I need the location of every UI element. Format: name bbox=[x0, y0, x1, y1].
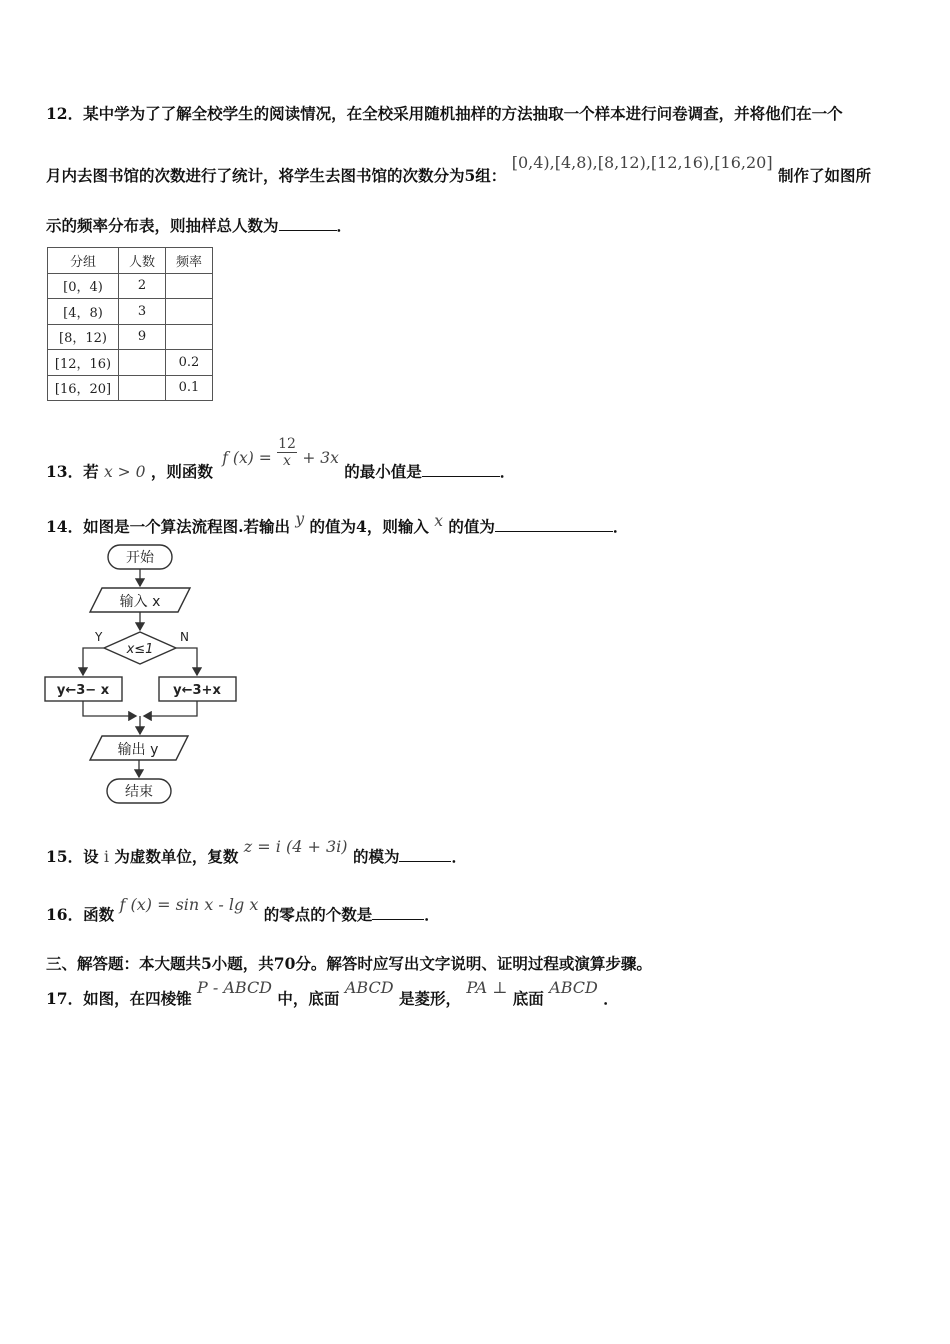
q17-prefix: 17．如图，在四棱锥 bbox=[46, 989, 192, 1008]
q12-line3 bbox=[46, 214, 352, 236]
q12-line2-start: 月内去图书馆的次数进行了统计，将学生去图书馆的次数分为5组： bbox=[46, 166, 507, 185]
q14-prefix: 14．如图是一个算法流程图.若输出 bbox=[46, 517, 290, 536]
q17-pyramid: P - ABCD bbox=[196, 978, 273, 997]
q14-y: y bbox=[295, 510, 305, 528]
q12-line3-text: 示的频率分布表，则抽样总人数为 bbox=[46, 216, 279, 235]
q16-period: ． bbox=[424, 905, 440, 924]
table-cell: 3 bbox=[119, 299, 166, 325]
table-cell bbox=[166, 299, 213, 325]
table-row bbox=[48, 375, 213, 401]
q15-prefix: 15．设 bbox=[46, 847, 99, 866]
table-row bbox=[48, 273, 213, 299]
flowchart-decision-label: x≤1 bbox=[126, 642, 154, 657]
table-cell: [4，8) bbox=[48, 299, 119, 325]
q17-base2: ABCD bbox=[549, 978, 598, 997]
table-cell: [0，4) bbox=[48, 273, 119, 299]
q13-mid: ，则函数 bbox=[150, 461, 213, 481]
q13-suffix: 的最小值是 bbox=[344, 461, 422, 481]
table-row bbox=[48, 350, 213, 376]
frequency-table bbox=[47, 247, 213, 401]
answer-blank[interactable] bbox=[279, 230, 337, 231]
q17-text2: 是菱形， bbox=[398, 989, 461, 1008]
q16-expression: f (x) = sin x - lg x bbox=[119, 895, 259, 914]
table-row bbox=[48, 324, 213, 350]
q12-line2 bbox=[46, 153, 872, 186]
q16 bbox=[46, 895, 440, 925]
table-header-cell: 分组 bbox=[48, 248, 119, 274]
flowchart-left-process-label: y←3− x bbox=[56, 683, 110, 698]
table-cell: [12，16) bbox=[48, 350, 119, 376]
flowchart-start-label: 开始 bbox=[126, 550, 154, 566]
table-cell bbox=[166, 324, 213, 350]
answer-blank[interactable] bbox=[422, 476, 500, 477]
q15-period: ． bbox=[451, 847, 467, 866]
table-cell: 0.2 bbox=[166, 350, 213, 376]
q17 bbox=[46, 978, 619, 1009]
q13-fx: f (x) = bbox=[222, 448, 272, 467]
q12-line1: 12．某中学为了了解全校学生的阅读情况，在全校采用随机抽样的方法抽取一个样本进行问卷调查，并将他们在一个 bbox=[46, 104, 843, 123]
answer-blank[interactable] bbox=[495, 531, 613, 532]
flowchart-input-label: 输入 x bbox=[119, 594, 161, 610]
q16-suffix: 的零点的个数是 bbox=[263, 905, 373, 924]
table-header-row bbox=[48, 248, 213, 274]
q15-i: i bbox=[103, 848, 109, 866]
q14 bbox=[46, 510, 629, 537]
q13-period: ． bbox=[499, 461, 516, 481]
flowchart-no-label: N bbox=[180, 630, 189, 644]
q17-text3: 底面 bbox=[512, 989, 544, 1008]
q13-prefix: 13．若 bbox=[46, 461, 99, 481]
q14-suffix: 的值为 bbox=[448, 517, 495, 536]
section-heading: 三、解答题：本大题共5小题，共70分。解答时应写出文字说明、证明过程或演算步骤。 bbox=[46, 954, 652, 973]
q15-mid: 为虚数单位，复数 bbox=[114, 847, 239, 866]
q17-period: ． bbox=[603, 989, 619, 1008]
q14-x: x bbox=[434, 512, 443, 530]
table-cell: [8，12) bbox=[48, 324, 119, 350]
table-cell bbox=[119, 350, 166, 376]
q12-line2-end: 制作了如图所 bbox=[778, 166, 872, 185]
q15 bbox=[46, 837, 467, 867]
q13-fraction bbox=[277, 436, 297, 469]
table-row bbox=[48, 299, 213, 325]
table-header-cell: 人数 bbox=[119, 248, 166, 274]
q17-base: ABCD bbox=[344, 978, 394, 997]
answer-blank[interactable] bbox=[399, 861, 451, 862]
q17-perpendicular: PA ⊥ bbox=[466, 978, 508, 997]
q13 bbox=[46, 430, 516, 481]
flowchart-yes-label: Y bbox=[95, 630, 103, 644]
q17-text1: 中，底面 bbox=[277, 989, 340, 1008]
q12-period: ． bbox=[336, 216, 353, 235]
flowchart-output-label: 输出 y bbox=[117, 742, 159, 758]
algorithm-flowchart bbox=[40, 540, 250, 810]
q14-period: ． bbox=[612, 517, 629, 536]
q12-intervals: [0,4),[4,8),[8,12),[12,16),[16,20] bbox=[511, 153, 773, 172]
q15-suffix: 的模为 bbox=[352, 847, 400, 866]
q15-expression: z = i (4 + 3i) bbox=[243, 837, 348, 856]
table-cell: [16，20] bbox=[48, 375, 119, 401]
flowchart-end-label: 结束 bbox=[125, 784, 153, 800]
table-cell bbox=[119, 375, 166, 401]
table-cell bbox=[166, 273, 213, 299]
table-header-cell: 频率 bbox=[166, 248, 213, 274]
table-cell: 2 bbox=[119, 273, 166, 299]
q13-tail: + 3x bbox=[302, 448, 339, 467]
q13-condition: x > 0 bbox=[103, 462, 146, 481]
q14-mid: 的值为4，则输入 bbox=[309, 517, 429, 536]
q13-denominator: x bbox=[283, 453, 291, 469]
q16-prefix: 16．函数 bbox=[46, 905, 115, 924]
q13-numerator: 12 bbox=[278, 436, 296, 452]
flowchart-right-process-label: y←3+x bbox=[173, 683, 221, 698]
answer-blank[interactable] bbox=[372, 919, 424, 920]
table-cell: 9 bbox=[119, 324, 166, 350]
table-cell: 0.1 bbox=[166, 375, 213, 401]
